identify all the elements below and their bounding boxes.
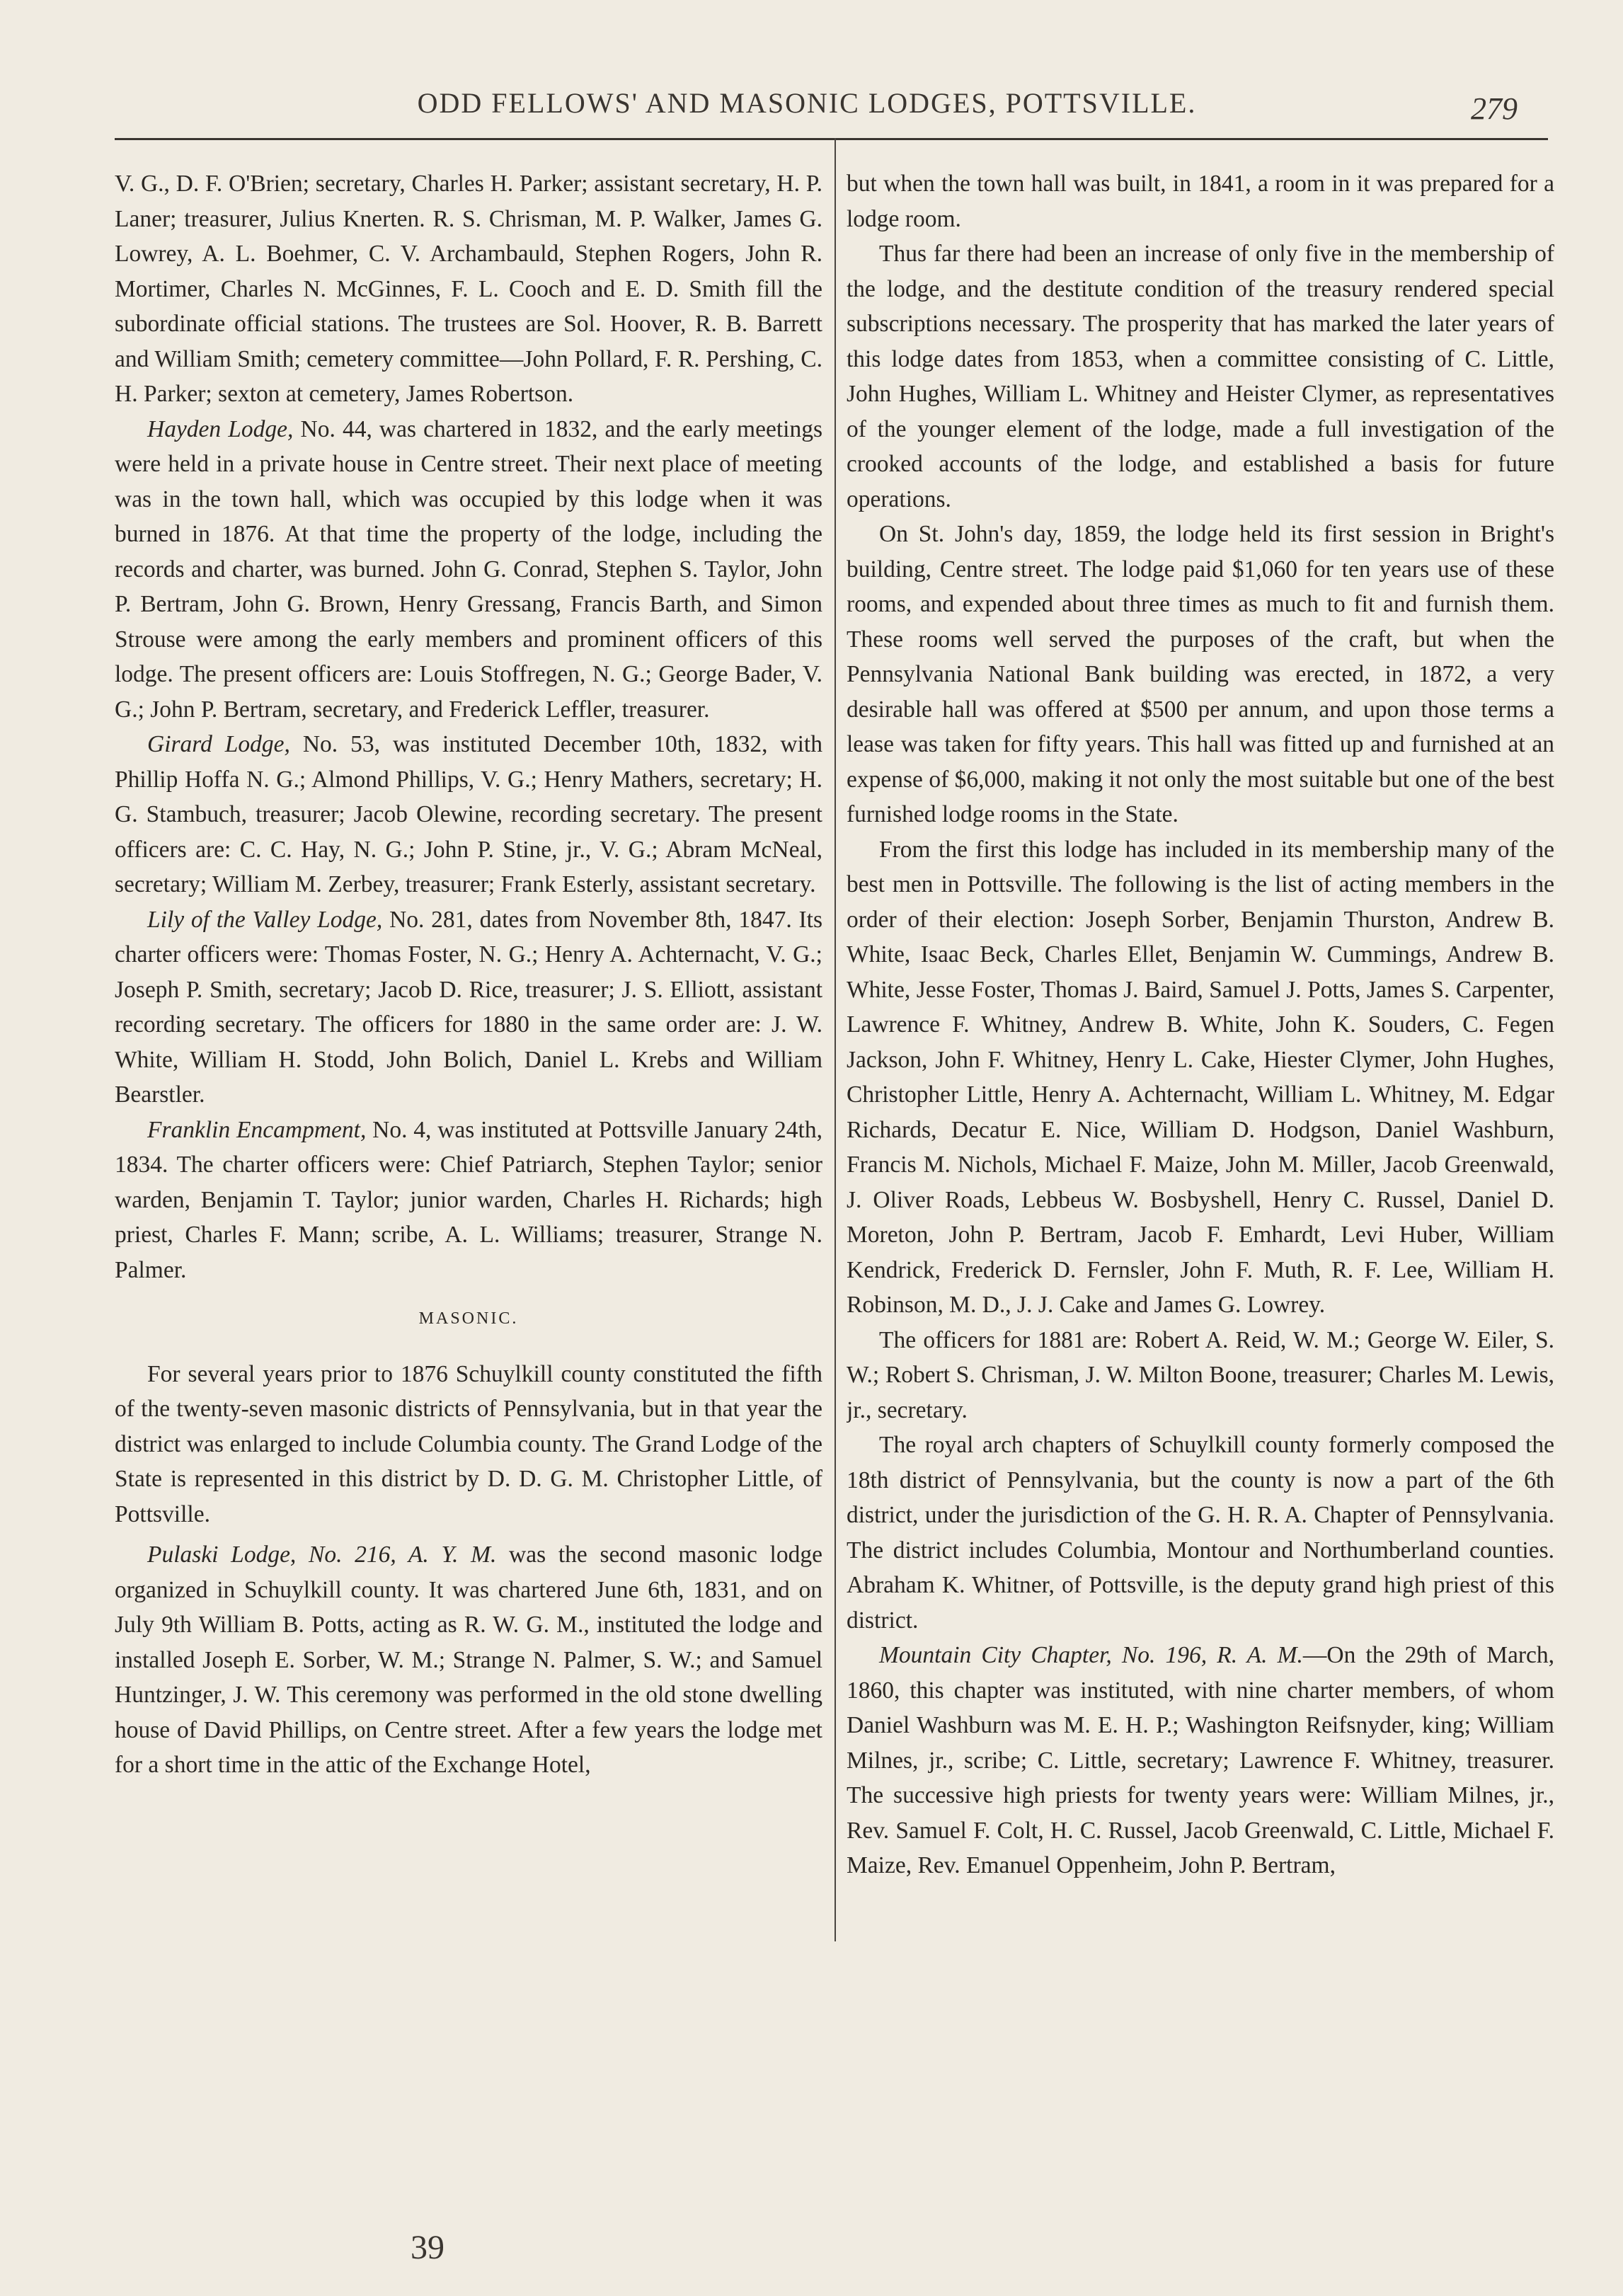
signature-mark: 39	[411, 2229, 445, 2266]
lodge-name: Pulaski Lodge, No. 216, A. Y. M.	[147, 1542, 497, 1568]
lodge-name: Girard Lodge,	[147, 731, 290, 757]
section-heading: MASONIC.	[418, 1309, 519, 1328]
lodge-name: Lily of the Valley Lodge,	[147, 906, 383, 933]
paragraph-hayden-lodge: Hayden Lodge, No. 44, was chartered in 1832, and the early meetings were held in a private house in Centre street. Their next place of meeting was in the town hall, which was occupied by this lodge when it was burned in 1876. At that time the property of the lodge, including the records and charter, was burned. John G. Conrad, Stephen S. Taylor, John P. Bertram, John G. Brown, Henry Gressang, Francis Barth, and Simon Strouse were among the early members and prominent officers of this lodge. The present officers are: Louis Stoffregen, N. G.; George Bader, V. G.; John P. Bertram, secretary, and Frederick Leffler, treasurer.	[115, 415, 822, 723]
paragraph: V. G., D. F. O'Brien; secretary, Charles H. Parker; assistant secretary, H. P. Laner; treasurer, Julius Knerten. R. S. Chrisman, M. P. Walker, James G. Lowrey, A. L. Boehmer, C. V. Archambauld, Stephen Rogers, John R. Mortimer, Charles N. McGinnes, F. L. Cooch and E. D. Smith fill the subordinate official stations. The trustees are Sol. Hoover, R. B. Barrett and William Smith; cemetery committee—John Pollard, F. R. Pershing, C. H. Parker; sexton at cemetery, James Robertson.	[115, 171, 822, 407]
paragraph-officers-1881: The officers for 1881 are: Robert A. Reid, W. M.; George W. Eiler, S. W.; Robert S. Chrisman, J. W. Milton Boone, treasurer; Charles M. Lewis, jr., secretary.	[847, 1326, 1554, 1423]
paragraph: but when the town hall was built, in 1841, a room in it was prepared for a lodge room.	[847, 171, 1554, 232]
paragraph-masonic-intro: For several years prior to 1876 Schuylkill county constituted the fifth of the twenty-seven masonic districts of Pennsylvania, but in that year the district was enlarged to include Columbia county. The Grand Lodge of the State is represented in this district by D. D. G. M. Christopher Little, of Pottsville.	[115, 1360, 822, 1527]
paragraph-girard-lodge: Girard Lodge, No. 53, was instituted December 10th, 1832, with Phillip Hoffa N. G.; Almond Phillips, V. G.; Henry Mathers, secretary; H. G. Stambuch, treasurer; Jacob Olewine, recording secretary. The present officers are: C. C. Hay, N. G.; John P. Stine, jr., V. G.; Abram McNeal, secretary; William M. Zerbey, treasurer; Frank Esterly, assistant secretary.	[115, 731, 822, 897]
right-column	[847, 166, 1554, 1943]
paragraph-pulaski-lodge: Pulaski Lodge, No. 216, A. Y. M. was the second masonic lodge organized in Schuylkill county. It was chartered June 6th, 1831, and on July 9th William B. Potts, acting as R. W. G. M., instituted the lodge and installed Joseph E. Sorber, W. M.; Strange N. Palmer, S. W.; and Samuel Huntzinger, J. W. This ceremony was performed in the old stone dwelling house of David Phillips, on Centre street. After a few years the lodge met for a short time in the attic of the Exchange Hotel,	[115, 1542, 822, 1778]
paragraph-lily-lodge: Lily of the Valley Lodge, No. 281, dates from November 8th, 1847. Its charter officers were: Thomas Foster, N. G.; Henry A. Achternacht, V. G.; Joseph P. Smith, secretary; Jacob D. Rice, treasurer; J. S. Elliott, assistant recording secretary. The officers for 1880 in the same order are: J. W. White, William H. Stodd, John Bolich, Daniel L. Krebs and William Bearstler.	[115, 906, 822, 1108]
lodge-name: Hayden Lodge,	[147, 415, 294, 442]
lodge-name: Franklin Encampment,	[147, 1116, 367, 1143]
paragraph: On St. John's day, 1859, the lodge held its first session in Bright's building, Centre street. The lodge paid $1,060 for ten years use of these rooms, and expended about three times as much to fit and furnish them. These rooms well served the purposes of the craft, but when the Pennsylvania National Bank building was erected, in 1872, a very desirable hall was offered at $500 per annum, and upon those terms a lease was taken for fifty years. This hall was fitted up and furnished at an expense of $6,000, making it not only the most suitable but one of the best furnished lodge rooms in the State.	[847, 521, 1554, 827]
paragraph-mountain-city-chapter: Mountain City Chapter, No. 196, R. A. M.—On the 29th of March, 1860, this chapter was instituted, with nine charter members, of whom Daniel Washburn was M. E. H. P.; Washington Reifsnyder, king; William Milnes, jr., scribe; C. Little, secretary; Lawrence F. Whitney, treasurer. The successive high priests for twenty years were: William Milnes, jr., Rev. Samuel F. Colt, H. C. Russel, Jacob Greenwald, C. Little, Michael F. Maize, Rev. Emanuel Oppenheim, John P. Bertram,	[847, 1642, 1554, 1878]
column-divider	[835, 138, 836, 1941]
lodge-name: Mountain City Chapter, No. 196, R. A. M.	[879, 1642, 1303, 1668]
paragraph-franklin-encampment: Franklin Encampment, No. 4, was instituted at Pottsville January 24th, 1834. The charter officers were: Chief Patriarch, Stephen Taylor; senior warden, Benjamin T. Taylor; junior warden, Charles H. Richards; high priest, Charles F. Mann; scribe, A. L. Williams; treasurer, Strange N. Palmer.	[115, 1116, 822, 1283]
header-rule	[115, 138, 1548, 140]
page-number: 279	[1471, 91, 1518, 126]
left-column	[115, 166, 822, 1943]
paragraph-members-list: From the first this lodge has included in its membership many of the best men in Pottsville. The following is the list of acting members in the order of their election: Joseph Sorber, Benjamin Thurston, Andrew B. White, Isaac Beck, Charles Ellet, Benjamin W. Cummings, Andrew B. White, Jesse Foster, Thomas J. Baird, Samuel J. Potts, James S. Carpenter, Lawrence F. Whitney, Andrew B. White, John K. Souders, C. Fegen Jackson, John F. Whitney, Henry L. Cake, Hiester Clymer, John Hughes, Christopher Little, Henry A. Achternacht, William L. Whitney, M. Edgar Richards, Decatur E. Nice, William D. Hodgson, Daniel Washburn, Francis M. Nichols, Michael F. Maize, John M. Miller, Jacob Greenwald, J. Oliver Roads, Lebbeus W. Bosbyshell, Henry C. Russel, Daniel D. Moreton, John P. Bertram, Jacob F. Emhardt, Levi Huber, William Kendrick, Frederick D. Fernsler, John F. Muth, R. F. Lee, William H. Robinson, M. D., J. J. Cake and James G. Lowrey.	[847, 836, 1554, 1318]
paragraph: Thus far there had been an increase of only five in the membership of the lodge, and the destitute condition of the treasury rendered special subscriptions necessary. The prosperity that has marked the later years of this lodge dates from 1853, when a committee consisting of C. Little, John Hughes, William L. Whitney and Heister Clymer, as representatives of the younger element of the lodge, made a full investigation of the crooked accounts of the lodge, and established a basis for future operations.	[847, 241, 1554, 512]
paragraph-royal-arch: The royal arch chapters of Schuylkill county formerly composed the 18th district of Pennsylvania, but the county is now a part of the 6th district, under the jurisdiction of the G. H. R. A. Chapter of Pennsylvania. The district includes Columbia, Montour and Northumberland counties. Abraham K. Whitner, of Pottsville, is the deputy grand high priest of this district.	[847, 1432, 1554, 1634]
running-head: ODD FELLOWS' AND MASONIC LODGES, POTTSVILLE.	[417, 87, 1197, 119]
